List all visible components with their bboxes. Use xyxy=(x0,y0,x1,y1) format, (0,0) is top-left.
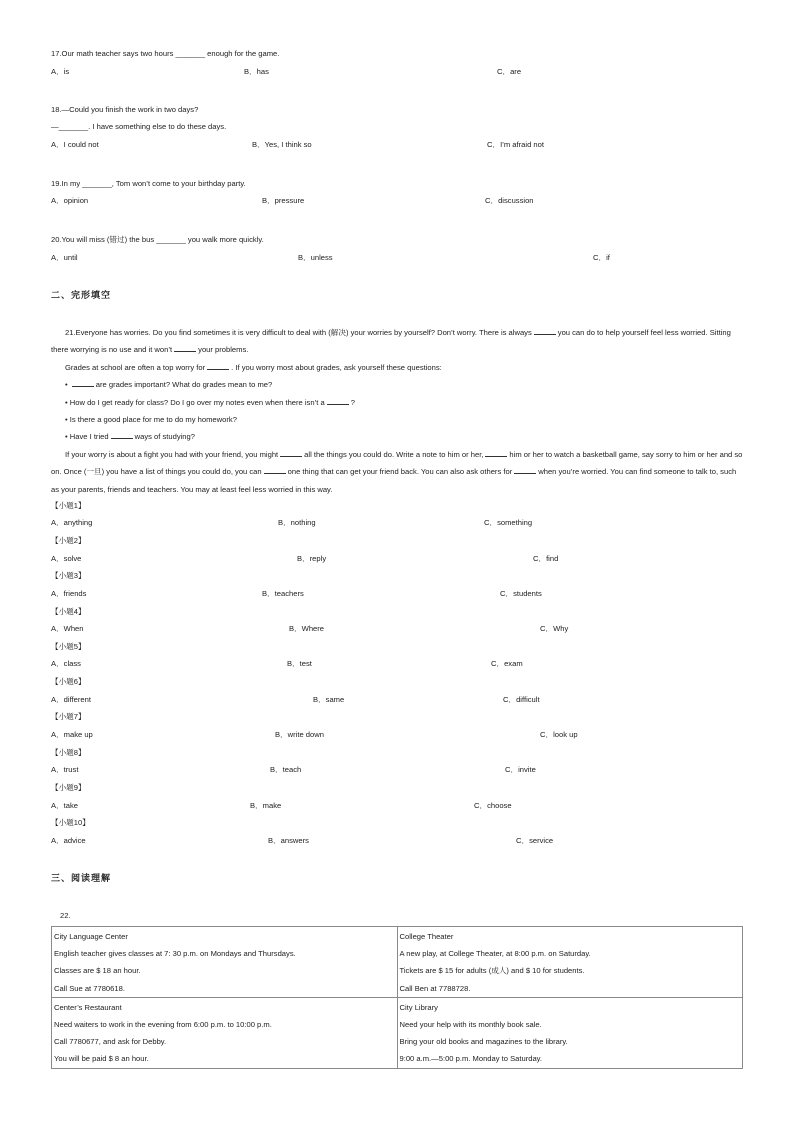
q20-option-a: A．until xyxy=(51,253,78,262)
q20-stem: 20.You will miss (错过) the bus _______ you walk more quickly. xyxy=(51,235,264,244)
blank xyxy=(485,449,507,457)
small-q8-label: 【小题8】 xyxy=(51,748,86,757)
q18-option-a: A．I could not xyxy=(51,140,99,149)
ad-line: Call Sue at 7780618. xyxy=(54,983,125,993)
blank xyxy=(207,362,229,370)
small-q3-label: 【小题3】 xyxy=(51,571,86,580)
ad-centers-restaurant xyxy=(52,997,398,1068)
ad-title: Center’s Restaurant xyxy=(54,1002,122,1012)
paragraph-2: Grades at school are often a top worry for . If you worry most about grades, ask yourself these questions: xyxy=(65,362,442,372)
blank xyxy=(327,397,349,405)
table-row xyxy=(52,997,743,1068)
bullet-4: • Have I tried ways of studying? xyxy=(65,432,195,442)
q19-option-c: C．discussion xyxy=(485,196,534,205)
small-q1-option-c: C．something xyxy=(484,518,533,527)
ad-line: Need waiters to work in the evening from 6:00 p.m. to 10:00 p.m. xyxy=(54,1020,272,1030)
small-q7-label: 【小题7】 xyxy=(51,712,86,721)
section-title-reading: 三、阅读理解 xyxy=(51,874,112,884)
small-q5-option-a: A．class xyxy=(51,659,81,668)
ad-city-library xyxy=(397,997,743,1068)
small-q9-label: 【小题9】 xyxy=(51,783,86,792)
blank xyxy=(264,466,286,474)
small-q2-label: 【小题2】 xyxy=(51,536,86,545)
paragraph-3: If your worry is about a fight you had with your friend, you might all the things you could do. Write a note to him or her, him or her to watch a basketball game, say sorry to him or her and so on. Once (一旦) you have a list of things you could do, you can one thing that can get your friend back. You can also ask others for when you’re worried. You can find someone to talk to, such as your parents, friends and teachers. You may at least feel less worried in this way. xyxy=(51,449,743,494)
small-q7-option-b: B．write down xyxy=(275,730,324,739)
q20-option-c: C．if xyxy=(593,253,610,262)
small-q8-option-b: B．teach xyxy=(270,765,302,774)
q17-option-c: C．are xyxy=(497,67,522,76)
small-q3-option-c: C．students xyxy=(500,589,542,598)
small-q8-option-c: C．invite xyxy=(505,765,536,774)
small-q6-option-a: A．different xyxy=(51,695,91,704)
question-number-22: 22. xyxy=(60,911,71,920)
blank xyxy=(174,344,196,352)
small-q1-label: 【小题1】 xyxy=(51,501,86,510)
small-q1-option-a: A．anything xyxy=(51,518,93,527)
ad-line: 9:00 a.m.—5:00 p.m. Monday to Saturday. xyxy=(399,1054,543,1064)
ad-line: Tickets are $ 15 for adults (成人) and $ 10 for students. xyxy=(399,966,585,976)
small-q5-option-c: C．exam xyxy=(491,659,523,668)
small-q10-label: 【小题10】 xyxy=(51,818,90,827)
small-q9-option-b: B．make xyxy=(250,801,282,810)
small-q6-option-c: C．difficult xyxy=(503,695,540,704)
ad-line: Bring your old books and magazines to the library. xyxy=(399,1037,568,1047)
ad-city-language-center xyxy=(52,927,398,998)
q18-option-b: B．Yes, I think so xyxy=(252,140,312,149)
ad-title: City Language Center xyxy=(54,932,128,941)
ad-line: Call 7780677, and ask for Debby. xyxy=(54,1037,167,1047)
blank xyxy=(534,327,556,335)
cloze-passage xyxy=(51,324,743,498)
bullet-2: • How do I get ready for class? Do I go over my notes even when there isn’t a ? xyxy=(65,397,355,407)
small-q6-option-b: B．same xyxy=(313,695,345,704)
ad-line: A new play, at College Theater, at 8:00 p.m. on Saturday. xyxy=(399,949,591,959)
blank xyxy=(72,379,94,387)
small-q1-option-b: B．nothing xyxy=(278,518,316,527)
q18-option-c: C．I’m afraid not xyxy=(487,140,544,149)
q19-option-b: B．pressure xyxy=(262,196,305,205)
small-q8-option-a: A．trust xyxy=(51,765,79,774)
small-q9-option-c: C．choose xyxy=(474,801,512,810)
table-row xyxy=(52,927,743,998)
small-q5-label: 【小题5】 xyxy=(51,642,86,651)
q18-stem-2: —_______. I have something else to do these days. xyxy=(51,122,227,131)
ad-line: Call Ben at 7788728. xyxy=(399,983,471,993)
small-q10-option-c: C．service xyxy=(516,836,554,845)
blank xyxy=(280,449,302,457)
small-q2-option-b: B．reply xyxy=(297,554,327,563)
q18-stem: 18.—Could you finish the work in two days? xyxy=(51,105,199,114)
blank xyxy=(514,466,536,474)
blank xyxy=(111,431,133,439)
small-q4-option-b: B．Where xyxy=(289,624,325,633)
bullet-1: • are grades important? What do grades mean to me? xyxy=(65,380,273,390)
q20-option-b: B．unless xyxy=(298,253,333,262)
small-q2-option-c: C．find xyxy=(533,554,559,563)
paragraph-1: 21.Everyone has worries. Do you find sometimes it is very difficult to deal with (解决) your worries by yourself? Don’t worry. There is always you can do to help yourself feel less worried. Sitting there worrying is no use and it won’t your problems. xyxy=(51,328,731,355)
ad-title: College Theater xyxy=(399,932,454,941)
small-q4-option-c: C．Why xyxy=(540,624,569,633)
small-q3-option-a: A．friends xyxy=(51,589,87,598)
small-q10-option-a: A．advice xyxy=(51,836,86,845)
small-q4-option-a: A．When xyxy=(51,624,84,633)
ads-table xyxy=(51,926,743,1069)
ad-line: You will be paid $ 8 an hour. xyxy=(54,1054,149,1064)
bullet-3: • Is there a good place for me to do my homework? xyxy=(65,415,237,425)
small-q4-label: 【小题4】 xyxy=(51,607,86,616)
small-q10-option-b: B．answers xyxy=(268,836,309,845)
small-q7-option-a: A．make up xyxy=(51,730,93,739)
ad-line: Classes are $ 18 an hour. xyxy=(54,966,141,976)
small-q9-option-a: A．take xyxy=(51,801,79,810)
ad-title: City Library xyxy=(399,1002,438,1012)
q17-stem: 17.Our math teacher says two hours _______ enough for the game. xyxy=(51,49,280,58)
q17-option-a: A．is xyxy=(51,67,70,76)
section-title-cloze: 二、完形填空 xyxy=(51,291,112,301)
small-q5-option-b: B．test xyxy=(287,659,312,668)
small-q2-option-a: A．solve xyxy=(51,554,82,563)
q19-stem: 19.In my _______, Tom won’t come to your birthday party. xyxy=(51,179,246,188)
ad-line: English teacher gives classes at 7: 30 p.m. on Mondays and Thursdays. xyxy=(54,949,296,959)
small-q6-label: 【小题6】 xyxy=(51,677,86,686)
q19-option-a: A．opinion xyxy=(51,196,89,205)
small-q7-option-c: C．look up xyxy=(540,730,578,739)
q17-option-b: B．has xyxy=(244,67,269,76)
ad-line: Need your help with its monthly book sale. xyxy=(399,1020,542,1030)
ad-college-theater xyxy=(397,927,743,998)
small-q3-option-b: B．teachers xyxy=(262,589,304,598)
